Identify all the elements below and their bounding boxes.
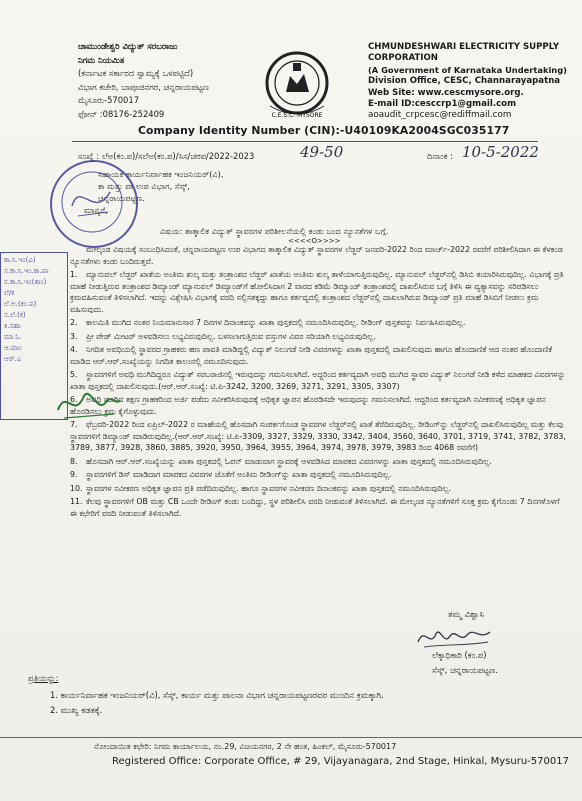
routing-line: ಸ.ಲೆ.(ಕ) <box>4 311 26 319</box>
cin-line: Company Identity Number (CIN):-U40109KA2004SGC035177 <box>138 124 510 137</box>
paragraph-text: ಫೆಬ್ರವರಿ-2022 ರಿಂದ ಏಪ್ರಿಲ್-2022 ರ ಮಾಹೆಯಲ್ಲಿ ಹೊಸದಾಗಿ ಸಂಪರ್ಕಗೊಂಡ ಸ್ಥಾವರಗಳ ಲೆಡ್ಜರ್‌ನಲ್ಲಿ ಖಾತೆ ತೆರೆದಿರುವುದಿಲ್ಲ. ರೀಡಿಂಗ್‌ನ್ನು ಲೆಡ್ಜರ್‌ನಲ್ಲಿ ದಾಖಲಿಸಿರುವುದಿಲ್ಲ ಮತ್ತು ಕೆಲವು ಸ್ಥಾವರಗಳಿಗೆ ಡಿಮ್ಯಾಂಡ್ ಮಾಡಿರುವುದಿಲ್ಲ.(ಆರ್.ಆರ್.ಸಂಖ್ಯೆ: ಟಿ.ಪಿ-3309, 3327, 3329, 3330, 3342, 3404, 3560, 3640, 3701, 3719, 3741, 3782, 3783, 3789, 3877, 3928, 3860, 3885, 3920, 3950, 3964, 3955, 3964, 3974, 3978, 3979, 3983 ರಿಂದ 4068 ರವರೆಗೆ) <box>70 420 566 452</box>
paragraph-text: ಮೇಲ್ಕಂಡ ವಿಷಯಕ್ಕೆ ಸಂಬಂಧಿಸಿದಂತೆ, ಚನ್ನರಾಯಪಟ್ಟಣ ಉಪ ವಿಭಾಗದ ತಾತ್ಕಾಲಿಕ ವಿದ್ಯುತ್ ಸ್ಥಾವರಗಳ ಲೆಡ್ಜರ್ ಜನವರಿ-2022 ರಿಂದ ಮಾರ್ಚ್-2022 ರವರೆಗೆ ಪರಿಶೀಲಿಸಿದಾಗ ಈ ಕೆಳಕಂಡ ನ್ಯೂನತೆಗಳು ಕಂಡು ಬಂದಿರುತ್ತವೆ. <box>70 245 563 266</box>
paragraph-text: ಅವಧಿ ಮುಗಿದ ತಕ್ಷಣ ಗ್ರಾಹಕರಿಂದ ಅರ್ಜಿ ಪಡೆದು ನವೀಕರಿಸಿರುವುದಕ್ಕೆ ಅಧಿಕೃತ ಜ್ಞಾಪನ ಹೊರಡಿಸದೇ ಇರುವುದನ್ನು ಗಮನಿಸಲಾಗಿದೆ. ಆದ್ದರಿಂದ ಕರ್ತವ್ಯದಾಗಿ ನವೀಕರಣಕ್ಕೆ ಅಧಿಕೃತ ಜ್ಞಾಪನ ಹೊರಡಿಸಲು ಕ್ರಮ ಕೈಗೊಳ್ಳುವುದು. <box>70 395 546 416</box>
paragraph-text: ಕಾಲಮಿತಿ ಮುಗಿದ ನಂತರ ನಿಯಮಾನುಸಾರ 7 ದಿನಗಳ ದಿನಾಂಕವನ್ನು ಖಾತಾ ಪುಸ್ತಕದಲ್ಲಿ ನಮೂದಿಸಿರುವುದಿಲ್ಲ. ರೀಡಿಂಗ್ ಪುಸ್ತಕವನ್ನು ನಿರ್ವಹಿಸಿರುವುದಿಲ್ಲ. <box>86 318 466 327</box>
routing-line: ಲೆ.ಅ.(ಕಂ.ಪ) <box>4 300 37 308</box>
designation-block <box>432 648 498 678</box>
routing-line: ಆರ್.ಎ <box>4 355 22 363</box>
body-paragraph <box>70 483 568 495</box>
designation-line: ಲೆಕ್ಕಾಧಿಕಾರಿ (ಕಂ.ಪ) <box>432 650 487 660</box>
designation-line: ಸೆಸ್ಕ್, ಚನ್ನರಾಯಪಟ್ಟಣ. <box>432 665 498 675</box>
paragraph-number: 4. <box>70 345 78 354</box>
govt-line: (A Government of Karnataka Undertaking) <box>368 64 567 75</box>
green-ink-initials <box>54 384 124 424</box>
email-line-2: aoaudit_crpcesc@rediffmail.com <box>368 110 512 121</box>
salutation: ಮಾನ್ಯರೆ, <box>84 205 108 215</box>
paragraph-number: 1. <box>70 270 78 279</box>
paragraph-text: ಹೊಸದಾಗಿ ಆರ್.ಆರ್.ಸಂಖ್ಯೆಯನ್ನು ಖಾತಾ ಪುಸ್ತಕದಲ್ಲಿ ಓಪನ್ ಮಾಡುವಾಗ ಸ್ಥಾವರಕ್ಕೆ ಅಳವಡಿಸಿದ ಮಾಪಕದ ವಿವರಗಳನ್ನು ಖಾತಾ ಪುಸ್ತಕದಲ್ಲಿ ನಮೂದಿಸಿರುವುದಿಲ್ಲ. <box>86 456 492 466</box>
header-left-line: ವಿಭಾಗ ಕಚೇರಿ, ಬಾಪೂಜಿನಗರ, ಚನ್ನರಾಯಪಟ್ಟಣ <box>78 81 209 92</box>
body-paragraph <box>70 469 568 481</box>
header-divider <box>72 141 538 142</box>
org-line1: CHMUNDESHWARI ELECTRICITY SUPPLY <box>368 42 560 52</box>
body-paragraph <box>70 456 568 468</box>
footer-kannada: ನೋಂದಾಯಿತ ಕಛೇರಿ: ನಿಗಮ ಕಾರ್ಯಾಲಯ, ನಂ.29, ವಿಜಯನಗರ, 2 ನೇ ಹಂತ, ಹಿಂಕಲ್, ಮೈಸೂರು-570017 <box>94 742 397 751</box>
closing: ತಮ್ಮ ವಿಶ್ವಾಸಿ <box>448 610 485 620</box>
routing-line: ಮಾ.ಓ <box>4 333 21 341</box>
org-line2: CORPORATION <box>368 53 438 64</box>
routing-line: ಲೆ/ಕ <box>4 289 15 297</box>
paragraph-text: ಸ್ಥಾವರಗಳಿಗೆ ಅವಧಿ ಮುಗಿದಿದ್ದರೂ ವಿದ್ಯುತ್ ಸರಬರಾಜಿನಲ್ಲಿ ಇರುವುದನ್ನು ಗಮನಿಸಲಾಗಿದೆ. ಅದ್ದರಿಂದ ಕರ್ತವ್ಯದಾಗಿ ಅವಧಿ ಮುಗಿದ ಸ್ಥಾವರ ವಿದ್ಯುತ್ ನಿಲುಗಡೆ ನೀಡಿ ಕಳೆದ ಮಾಹಕದ ವಿವರಗಳನ್ನು ಖಾತಾ ಪುಸ್ತಕದಲ್ಲಿ ದಾಖಲಿಸುವುದು.(ಆರ್.ಆರ್.ಸಂಖ್ಯೆ: ಟಿ.ಪಿ-3242, 3200, 3269, 3271, 3291, 3305, 3307) <box>70 370 566 391</box>
letter-body <box>70 244 568 521</box>
reference-number-handwritten: 49-50 <box>300 143 344 161</box>
body-paragraph <box>70 394 568 417</box>
body-paragraph <box>70 419 568 454</box>
paragraph-number: 10. <box>70 483 83 493</box>
body-paragraph <box>70 269 568 315</box>
footer-divider <box>0 737 582 738</box>
addressee-line: ಸಹಾಯಕ ಕಾರ್ಯನಿರ್ವಾಹಕ ಇಂಜನಿಯರ್(ವಿ), <box>98 169 224 179</box>
paragraph-number: 3. <box>70 331 78 341</box>
header-right-block <box>368 42 573 122</box>
paragraph-text: ನಿಗದಿತ ಅವಧಿಯಲ್ಲಿ ಸ್ಥಾವರದ ಗ್ರಾಹಕರು ಹಣ ಪಾವತಿ ಮಾಡಿದ್ದಲ್ಲಿ ವಿದ್ಯುತ್ ನಿಲುಗಡೆ ನೀಡಿ ವಿವರಗಳನ್ನು ಖಾತಾ ಪುಸ್ತಕದಲ್ಲಿ ದಾಖಲಿಸುವುದು ಹಾಗೂ ಹೊಂದಾಣಿಕೆ ಆದ ನಂತರ ಹೊಂದಾಣಿಕೆ ಮಾಡಿದ ಆರ್.ಆರ್.ಸಂಖ್ಯೆಯನ್ನು ನಿಗದಿತ ಕಾಲಂನಲ್ಲಿ ನಮೂದಿಸುವುದು. <box>70 345 553 366</box>
addressee-line: ಚನ್ನರಾಯಪಟ್ಟಣ. <box>98 193 145 203</box>
routing-line: ಸ.ಕಾ.ನಿ.ಇಂ(ತಾಂ) <box>4 278 47 286</box>
paragraph-text: ಸ್ಥಾವರಗಳ ನವೀಕರಣ ಅಧಿಕೃತ ಜ್ಞಾಪನ ಪ್ರತಿ ಪಡೆದಿರುವುದಿಲ್ಲ. ಹಾಗೂ ಸ್ಥಾವರಗಳ ನವೀಕರಣ ದಿನಾಂಕವನ್ನು ಖಾತಾ ಪುಸ್ತಕದಲ್ಲಿ ನಮೂದಿಸಿರುವುದಿಲ್ಲ. <box>86 483 452 493</box>
header-left-line: (ಕರ್ನಾಟಕ ಸರ್ಕಾರದ ಸ್ವಾಮ್ಯಕ್ಕೆ ಒಳಪಟ್ಟಿದೆ) <box>78 68 194 79</box>
paragraph-number: 6. <box>70 395 78 404</box>
body-paragraph <box>70 344 568 367</box>
body-paragraph <box>70 331 568 343</box>
cesc-logo <box>260 46 334 120</box>
body-paragraph <box>70 369 568 392</box>
header-left-line: ನಿಗಮ ನಿಯಮಿತ <box>78 54 125 65</box>
body-paragraph <box>70 317 568 329</box>
reference-label: ಸಂಖ್ಯೆ : ಲೆಅ(ಕಂ.ಪ)/ಸಲೆಅ(ಕಂ.ಪ)/ಸಿಸ/ಚರಪ/2022-2023 <box>78 151 255 161</box>
header-left-block <box>78 40 250 122</box>
received-stamp <box>50 160 138 248</box>
paragraph-number: 5. <box>70 370 78 379</box>
logo-text: C.E.S.C. MYSORE <box>271 112 323 119</box>
paragraph-text: ಸ್ಥಾವರಗಳಿಗೆ ಡಿಸ್ ಮಾಡಿದಾಗ ಮಾಪಕದ ವಿವರಗಳ ಜೊತೆಗೆ ಅಂತಿಮ ರೀಡಿಂಗ್‌ನ್ನು ಖಾತಾ ಪುಸ್ತಕದಲ್ಲಿ ನಮೂದಿಸಿರುವುದಿಲ್ಲ. <box>86 470 392 479</box>
subject-line: ವಿಷಯ: ತಾತ್ಕಾಲಿಕ ವಿದ್ಯುತ್ ಸ್ಥಾವರಗಳ ಪರಿಶೀಲನೆಯಲ್ಲಿ ಕಂಡು ಬಂದ ನ್ಯೂನತೆಗಳ ಬಗ್ಗೆ. <box>160 226 389 236</box>
website-line: Web Site: www.cescmysore.org. <box>368 87 524 98</box>
paragraph-number: 7. <box>70 420 78 429</box>
copy-to-item: 1. ಕಾರ್ಯನಿರ್ವಾಹಕ ಇಂಜನಿಯರ್(ವಿ), ಸೆಸ್ಕ್, ಕಾರ್ಯ ಮತ್ತು ಪಾಲನಾ ವಿಭಾಗ ಚನ್ನರಾಯಪಟ್ಟಣರವರ ಮುಂದಿನ ಕ್ರಮಕ್ಕಾಗಿ. <box>50 690 384 700</box>
header-left-line: ಚಾಮುಂಡೇಶ್ವರಿ ವಿದ್ಯುತ್ ಸರಬರಾಜು <box>78 41 178 51</box>
date-label: ದಿನಾಂಕ : <box>427 151 453 161</box>
paragraph-number: 11. <box>70 497 83 506</box>
routing-line: ಸ.ಕಾ.ನಿ.ಇಂ.ಕಾ.ಪಾ <box>4 267 49 275</box>
routing-line: ಕಿ.ಸಹಾ <box>4 322 21 330</box>
date-handwritten: 10-5-2022 <box>462 143 539 161</box>
paragraph-text: ಕೆಲವು ಸ್ಥಾವರಗಳಿಗೆ OB ಮತ್ತು CB ಒಂದೇ ರೀಡಿಂಗ್ ಕಂಡು ಬಂದಿದ್ದು, ಸ್ಥಳ ಪರಿಶೀಲಿಸಿ ವರದಿ ನೀಡುವಂತೆ ತಿಳಿಸಲಾಗಿದೆ. ಈ ಮೇಲ್ಕಂಡ ನ್ಯೂನತೆಗಳಿಗೆ ಸೂಕ್ತ ಕ್ರಮ ಕೈಗೊಂಡು 7 ದಿನಗಳೊಳಗೆ ಈ ಕಛೇರಿಗೆ ವರದಿ ನೀಡುವಂತೆ ತಿಳಿಸಲಾಗಿದೆ. <box>70 497 560 518</box>
paragraph-number: 9. <box>70 470 78 479</box>
copy-to-item: 2. ಮುಖ್ಯ ಕಡತಕ್ಕೆ. <box>50 705 103 715</box>
subject-separator: <<<<O>>>> <box>288 237 341 245</box>
routing-line: ಆ.ಪಾಲ <box>4 344 23 352</box>
addressee-line: ಕಾ ಮತ್ತು ಪಾ ಉಪ ವಿಭಾಗ, ಸೆಸ್ಕ್, <box>98 181 190 191</box>
paragraph-text: ಮ್ಯಾನುವಲ್ ಲೆಡ್ಜರ್ ಖಾತೆಯ ಅಂತಿಮ ಶುಲ್ಕ ಮತ್ತು ತಂತ್ರಾಂಶದ ಲೆಡ್ಜರ್ ಖಾತೆಯ ಅಂತಿಮ ಶುಲ್ಕ ತಾಳೆಯಾಗುತ್ತಿರುವುದಿಲ್ಲ. ಮ್ಯಾನುವಲ್ ಲೆಡ್ಜರ್‌ನಲ್ಲಿ ಡಿಸಿಬಿ ತಯಾರಿಸಿರುವುದಿಲ್ಲ. ವಿಭಾಗಕ್ಕೆ ಪ್ರತಿ ಮಾಹೆ ನೀಡುತ್ತಿರುವ ತಂತ್ರಾಂಶದ ಡಿಮ್ಯಾಂಡ್ ಮ್ಯಾನುವಲ್ ಡಿಮ್ಯಾಂಡ್‌ಗೆ ಹೋಲಿಸಿದಾಗ 2 ವಾರದ ಕಡಿಮೆ ಡಿಮ್ಯಾಂಡ್ ತಂತ್ರಾಂಶದಲ್ಲಿ ದಾಖಲಿಸಿರುವ ಬಗ್ಗೆ ತಿಳಿಸಿ ಈ ವ್ಯತ್ಯಾಸವನ್ನು ಸರಿಪಡಿಸಲು ಕ್ರಮವಹಿಸುವಂತೆ ತಿಳಿಸಲಾಗಿದೆ. ಇದನ್ನು ವಿಶ್ಲೇಷಿಸಿ ವಿಭಾಗಕ್ಕೆ ವರದಿ ಸಲ್ಲಿಸತಕ್ಕದ್ದು ಹಾಗೂ ಕರ್ತವ್ಯದಲ್ಲಿ ತಂತ್ರಾಂಶದ ಲೆಡ್ಜರ್‌ನಲ್ಲಿ ದಾಖಲಾಗಿರುವ ಡಿಮ್ಯಾಂಡ್ ಪ್ರತಿ ಮಾಹೆ ಡಿಸಿಬಿಗೆ ನೀಡಲು ಕ್ರಮ ವಹಿಸುವುದು. <box>70 270 564 314</box>
paragraph-text: ಪ್ರೀ ಪೇಡ್ ಮೀಟರ್ ಅಳವಡಿಸಲು ಲಭ್ಯವಿರುವುದಿಲ್ಲ. ಬಳಸಲಾಗುತ್ತಿರುವ ವಸ್ತುಗಳ ವಿವರ ಸರಿಯಾಗಿ ಲಭ್ಯವಿರುವುದಿಲ್ಲ. <box>86 331 376 341</box>
paragraph-number: 8. <box>70 456 78 466</box>
body-paragraph <box>70 496 568 519</box>
copy-to-title: ಪ್ರತಿಯನ್ನು: <box>28 673 59 683</box>
division-line: Division Office, CESC, Channarayapatna <box>368 76 561 87</box>
body-paragraph <box>70 244 568 267</box>
email-line: E-mail ID:cesccrp1@gmail.com <box>368 99 517 110</box>
header-left-line: ಮೈಸೂರು-570017 <box>78 95 140 106</box>
header-left-line: ಫೋನ್ :08176-252409 <box>78 108 165 119</box>
paragraph-number: 2. <box>70 318 78 327</box>
footer-english: Registered Office: Corporate Office, # 29, Vijayanagara, 2nd Stage, Hinkal, Mysuru-570017 <box>112 756 569 767</box>
routing-line: ಕಾ.ನಿ.ಇಂ(ವಿ) <box>4 256 36 264</box>
